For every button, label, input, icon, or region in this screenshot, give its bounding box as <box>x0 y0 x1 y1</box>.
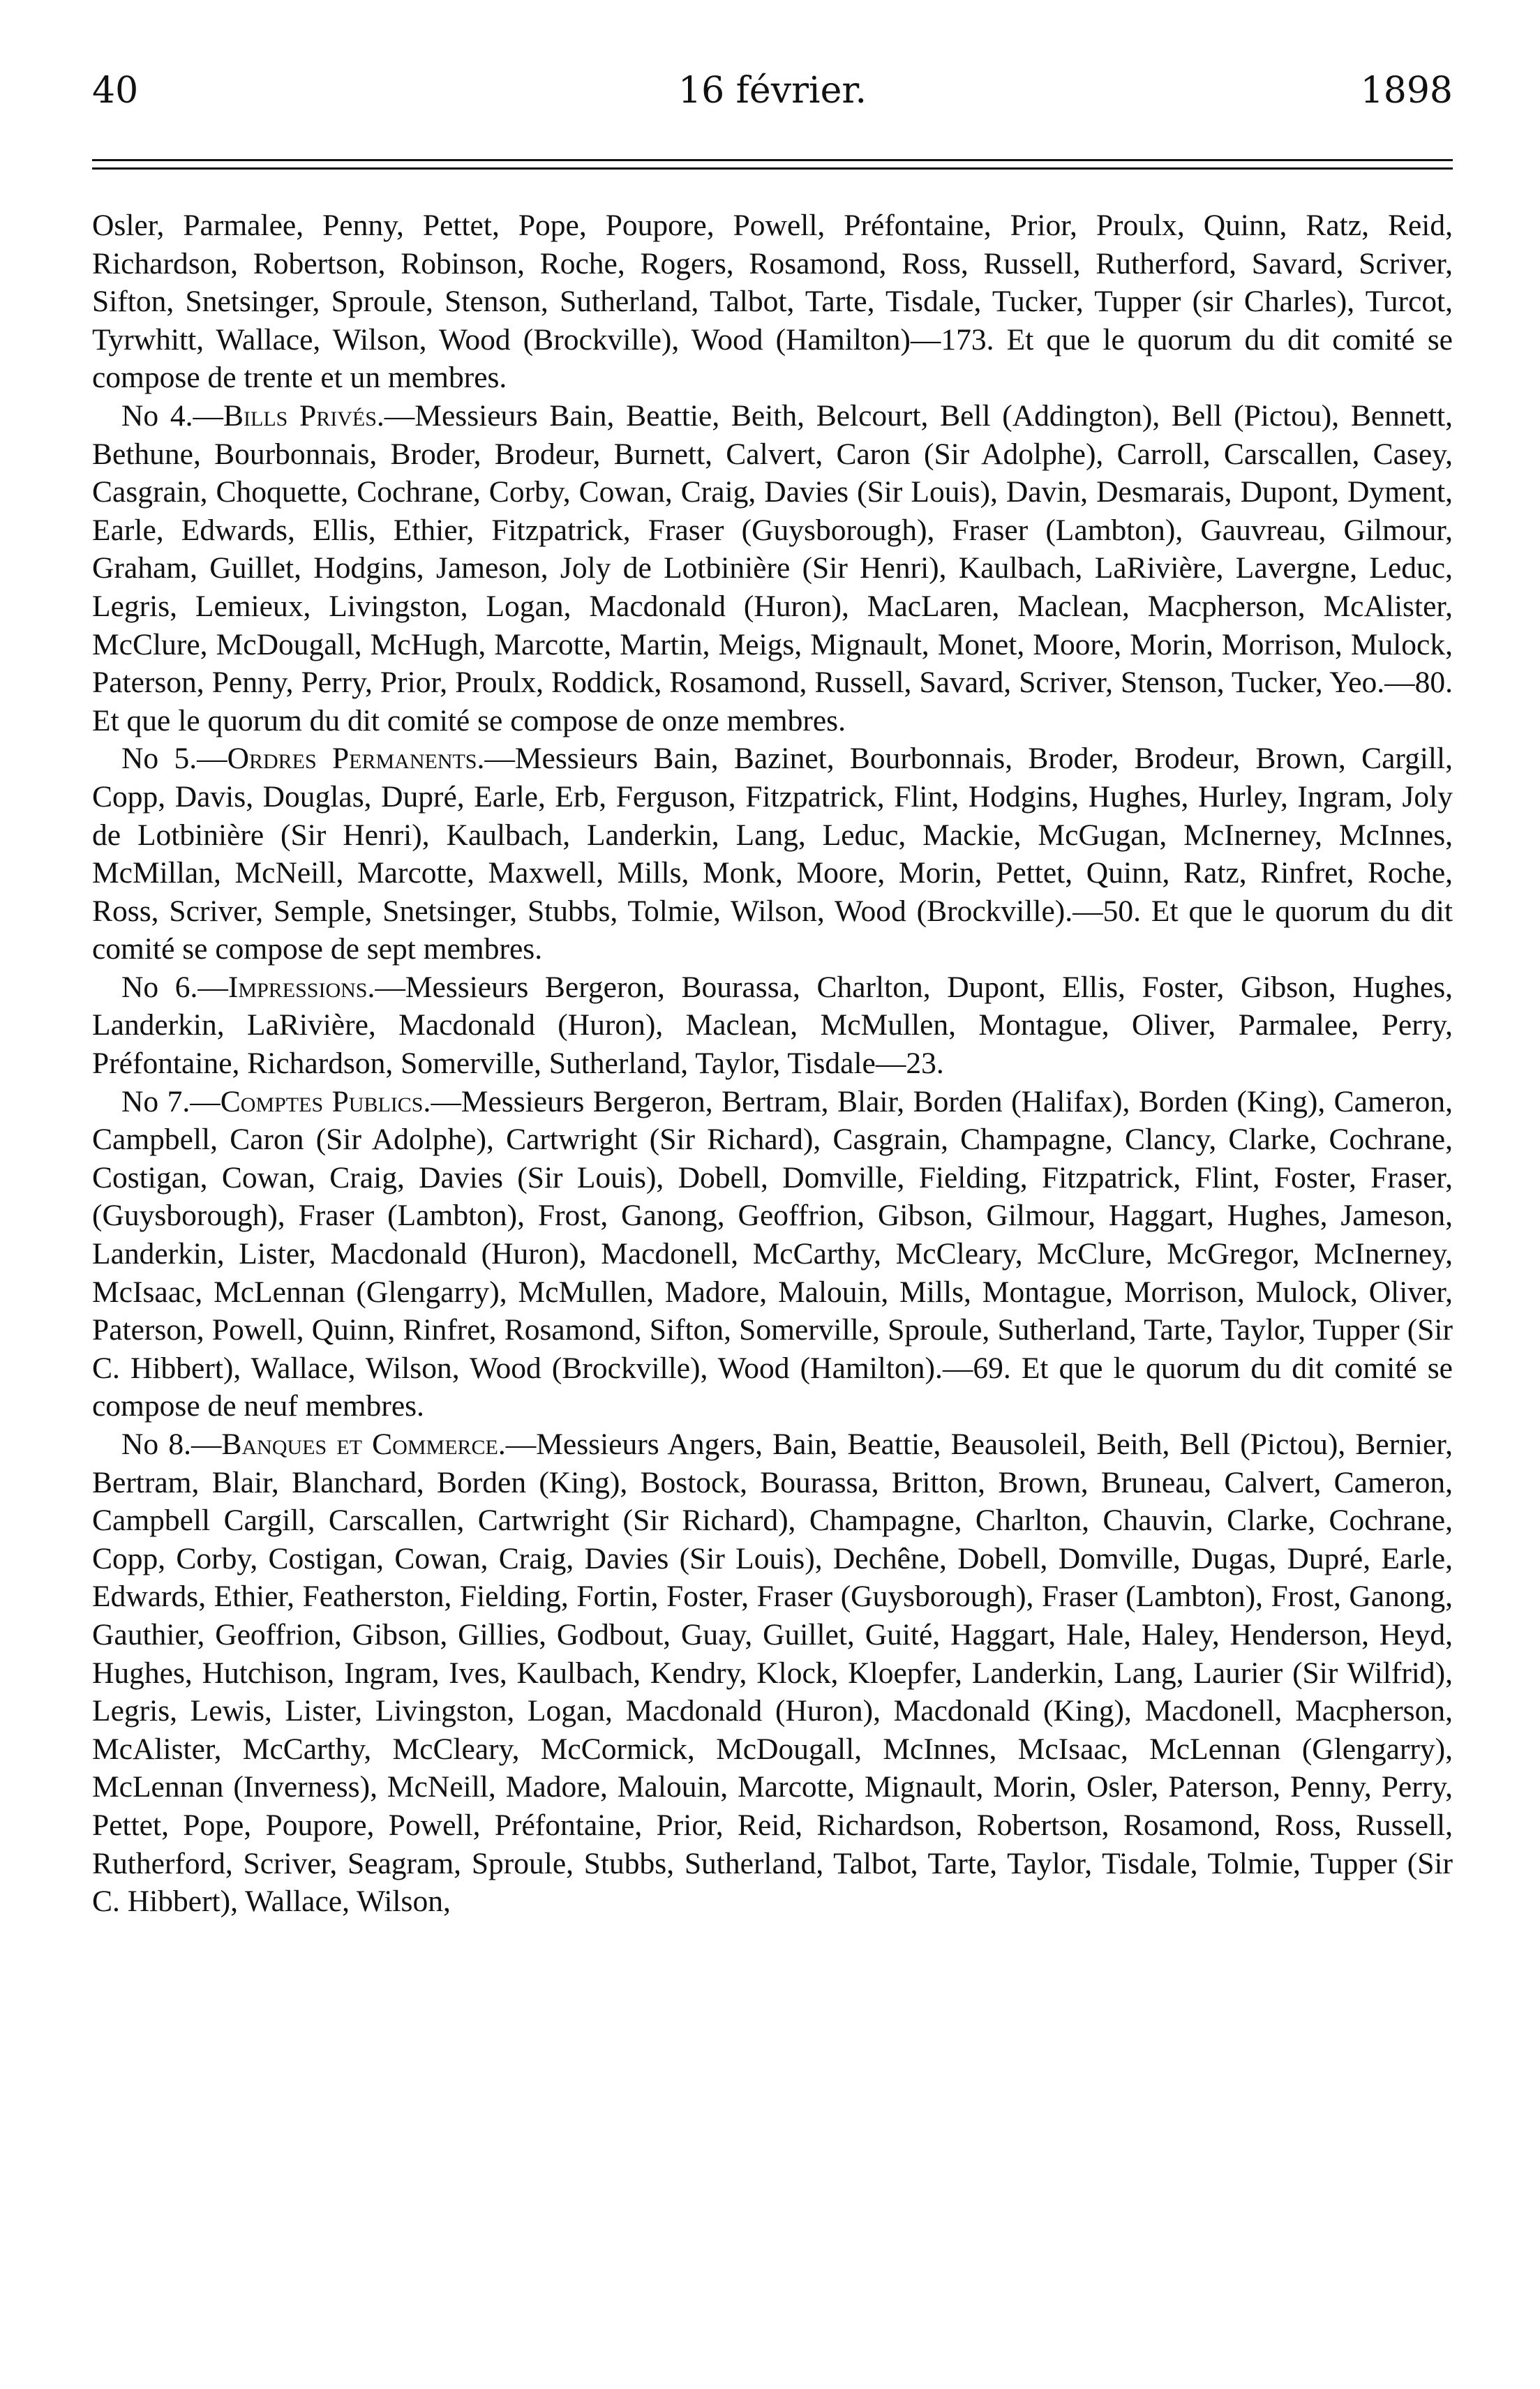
paragraph-committee-5 <box>92 740 1453 968</box>
committee-members: —Messieurs Bain, Beattie, Beith, Belcourt, Bell (Addington), Bell (Pictou), Bennett, Bethune, Bourbonnais, Broder, Brodeur, Burnett, Calvert, Caron (Sir Adolphe), Carroll, Carscallen, Casey, Casgrain, Choquette, Cochrane, Corby, Cowan, Craig, Davies (Sir Louis), Davin, Desmarais, Dupont, Dyment, Earle, Edwards, Ellis, Ethier, Fitzpatrick, Fraser (Guysborough), Fraser (Lambton), Gauvreau, Gilmour, Graham, Guillet, Hodgins, Jameson, Joly de Lotbinière (Sir Henri), Kaulbach, LaRivière, Lavergne, Leduc, Legris, Lemieux, Livingston, Logan, Macdonald (Huron), MacLaren, Maclean, Macpherson, McAlister, McClure, McDougall, McHugh, Marcotte, Martin, Meigs, Mignault, Monet, Moore, Morin, Morrison, Mulock, Paterson, Penny, Perry, Prior, Proulx, Roddick, Rosamond, Russell, Savard, Scriver, Stenson, Tucker, Yeo.—80. Et que le quorum du dit comité se compose de onze membres. <box>92 398 1453 737</box>
paragraph-text: Osler, Parmalee, Penny, Pettet, Pope, Poupore, Powell, Préfontaine, Prior, Proulx, Quinn, Ratz, Reid, Richardson, Robertson, Robinson, Roche, Rogers, Rosamond, Ross, Russell, Rutherford, Savard, Scriver, Sifton, Snetsinger, Sproule, Stenson, Sutherland, Talbot, Tarte, Tisdale, Tucker, Tupper (sir Charles), Turcot, Tyrwhitt, Wallace, Wilson, Wood (Brockville), Wood (Hamilton)—173. Et que le quorum du dit comité se compose de trente et un membres. <box>92 209 1453 395</box>
header-rule-top <box>92 159 1453 161</box>
committee-number: No 5.— <box>121 742 227 776</box>
committee-members: —Messieurs Bergeron, Bourassa, Charlton, Dupont, Ellis, Foster, Gibson, Hughes, Landerkin, LaRivière, Macdonald (Huron), Maclean, McMullen, Montague, Oliver, Parmalee, Perry, Préfontaine, Richardson, Somerville, Sutherland, Taylor, Tisdale—23. <box>92 970 1453 1081</box>
committee-members: —Messieurs Angers, Bain, Beattie, Beausoleil, Beith, Bell (Pictou), Bernier, Bertram, Blair, Blanchard, Borden (King), Bostock, Bourassa, Britton, Brown, Bruneau, Calvert, Cameron, Campbell Cargill, Carscallen, Cartwright (Sir Richard), Champagne, Charlton, Chauvin, Clarke, Cochrane, Copp, Corby, Costigan, Cowan, Craig, Davies (Sir Louis), Dechêne, Dobell, Domville, Dugas, Dupré, Earle, Edwards, Ethier, Featherston, Fielding, Fortin, Foster, Fraser (Guysborough), Fraser (Lambton), Frost, Ganong, Gauthier, Geoffrion, Gibson, Gillies, Godbout, Guay, Guillet, Guité, Haggart, Hale, Haley, Henderson, Heyd, Hughes, Hutchison, Ingram, Ives, Kaulbach, Kendry, Klock, Kloepfer, Landerkin, Lang, Laurier (Sir Wilfrid), Legris, Lewis, Lister, Livingston, Logan, Macdonald (Huron), Macdonald (King), Macdonell, Macpherson, McAlister, McCarthy, McCleary, McCormick, McDougall, McInnes, McIsaac, McLennan (Glengarry), McLennan (Inverness), McNeill, Madore, Malouin, Marcotte, Mignault, Morin, Osler, Paterson, Penny, Perry, Pettet, Pope, Poupore, Powell, Préfontaine, Prior, Reid, Richardson, Robertson, Rosamond, Ross, Russell, Rutherford, Scriver, Seagram, Sproule, Stubbs, Sutherland, Talbot, Tarte, Taylor, Tisdale, Tolmie, Tupper (Sir C. Hibbert), Wallace, Wilson, <box>92 1428 1453 1919</box>
page-date: 16 février. <box>678 70 867 112</box>
committee-number: No 6.— <box>121 970 228 1004</box>
committee-heading: Ordres Permanents. <box>227 742 485 776</box>
paragraph-committee-8 <box>92 1425 1453 1921</box>
page-number: 40 <box>92 70 139 112</box>
committee-heading: Impressions. <box>227 970 375 1004</box>
committee-heading: Bills Privés. <box>223 398 384 433</box>
committee-heading: Banques et Commerce. <box>221 1428 506 1461</box>
paragraph-committee-6 <box>92 968 1453 1083</box>
header-rule-bottom <box>92 167 1453 170</box>
committee-number: No 7.— <box>121 1084 220 1118</box>
committee-number: No 4.— <box>121 398 223 433</box>
committee-number: No 8.— <box>121 1428 222 1461</box>
document-body <box>92 207 1453 2356</box>
paragraph-committee-4 <box>92 397 1453 740</box>
page-year: 1898 <box>1360 70 1453 112</box>
paragraph-committee-7 <box>92 1083 1453 1425</box>
committee-members: —Messieurs Bain, Bazinet, Bourbonnais, Broder, Brodeur, Brown, Cargill, Copp, Davis, Douglas, Dupré, Earle, Erb, Ferguson, Fitzpatrick, Flint, Hodgins, Hughes, Hurley, Ingram, Joly de Lotbinière (Sir Henri), Kaulbach, Landerkin, Lang, Leduc, Mackie, McGugan, McInerney, McInnes, McMillan, McNeill, Marcotte, Maxwell, Mills, Monk, Moore, Morin, Pettet, Quinn, Ratz, Rinfret, Roche, Ross, Scriver, Semple, Snetsinger, Stubbs, Tolmie, Wilson, Wood (Brockville).—50. Et que le quorum du dit comité se compose de sept membres. <box>92 742 1453 966</box>
committee-heading: Comptes Publics. <box>220 1084 431 1118</box>
page-header <box>92 70 1453 126</box>
committee-members: —Messieurs Bergeron, Bertram, Blair, Borden (Halifax), Borden (King), Cameron, Campbell, Caron (Sir Adolphe), Cartwright (Sir Richard), Casgrain, Champagne, Clancy, Clarke, Cochrane, Costigan, Cowan, Craig, Davies (Sir Louis), Dobell, Domville, Fielding, Fitzpatrick, Flint, Foster, Fraser, (Guysborough), Fraser (Lambton), Frost, Ganong, Geoffrion, Gibson, Gilmour, Haggart, Hughes, Jameson, Landerkin, Lister, Macdonald (Huron), Macdonell, McCarthy, McCleary, McClure, McGregor, McInerney, McIsaac, McLennan (Glengarry), McMullen, Madore, Malouin, Mills, Montague, Morrison, Mulock, Oliver, Paterson, Powell, Quinn, Rinfret, Rosamond, Sifton, Somerville, Sproule, Sutherland, Tarte, Taylor, Tupper (Sir C. Hibbert), Wallace, Wilson, Wood (Brockville), Wood (Hamilton).—69. Et que le quorum du dit comité se compose de neuf membres. <box>92 1084 1453 1423</box>
paragraph-continuation <box>92 207 1453 397</box>
document-page <box>92 0 1453 2389</box>
